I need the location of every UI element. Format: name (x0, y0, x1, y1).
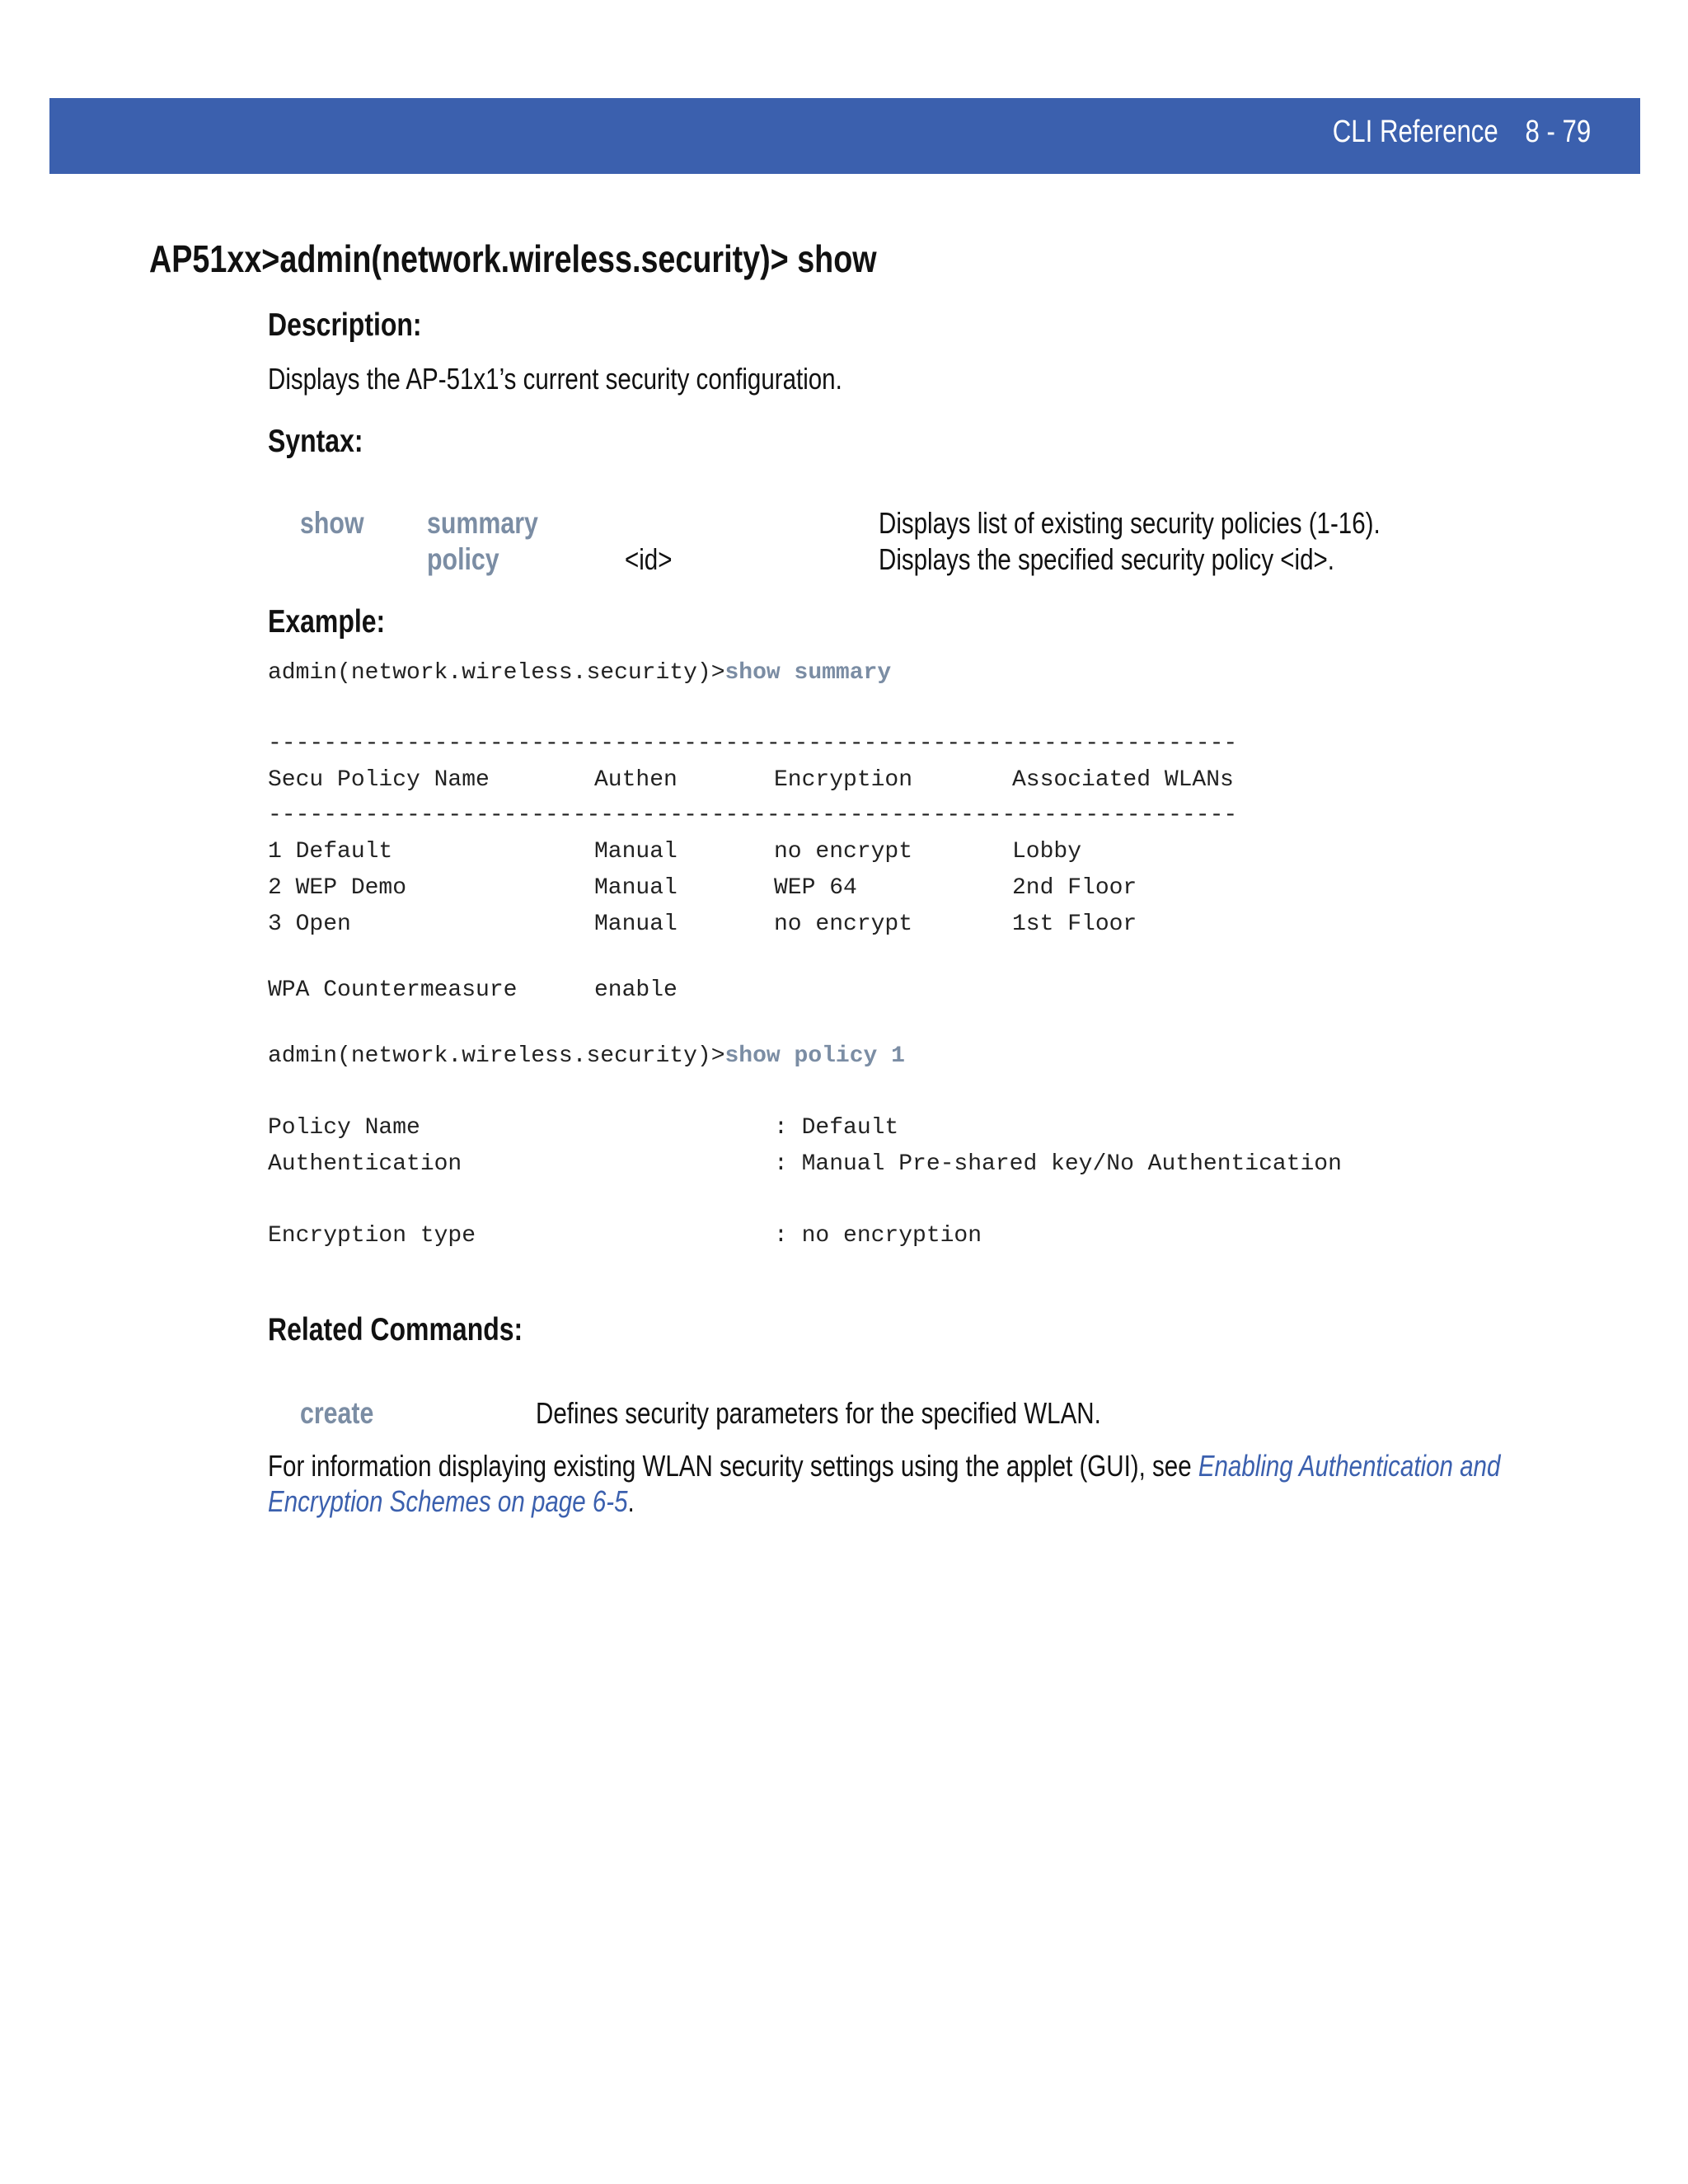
wpa-countermeasure-value: enable (594, 977, 678, 1003)
table-row-2-encryption: WEP 64 (774, 875, 857, 901)
table-row-1-encryption: no encrypt (774, 839, 913, 865)
policy-field-label-name: Policy Name (268, 1115, 420, 1141)
table-row-1-name: 1 Default (268, 839, 393, 865)
cli-command: show policy 1 (724, 1043, 905, 1069)
policy-field-value-name: : Default (774, 1115, 899, 1141)
description-heading: Description: (268, 307, 422, 343)
cli-prompt: admin(network.wireless.security)> (268, 1043, 725, 1069)
related-command-desc: Defines security parameters for the specified WLAN. (536, 1396, 1101, 1430)
cli-command: show summary (724, 660, 892, 686)
syntax-command-show: show (300, 506, 364, 540)
related-commands-heading: Related Commands: (268, 1312, 523, 1347)
policy-field-label-encryption: Encryption type (268, 1223, 476, 1249)
table-separator-top: ---------------------------------------------------------------------- (268, 731, 1238, 757)
page-header-bar (49, 98, 1640, 174)
syntax-heading: Syntax: (268, 424, 363, 459)
table-row-1-authen: Manual (594, 839, 678, 865)
table-separator-bottom: ---------------------------------------------------------------------- (268, 803, 1238, 828)
syntax-desc-policy: Displays the specified security policy <id>. (879, 542, 1334, 576)
syntax-sub-summary: summary (427, 506, 538, 540)
policy-field-value-auth: : Manual Pre-shared key/No Authentication (774, 1151, 1342, 1177)
example-command-line-1 (268, 660, 891, 686)
info-text: For information displaying existing WLAN security settings using the applet (GUI), see (268, 1449, 1198, 1483)
table-header-wlans: Associated WLANs (1012, 767, 1234, 793)
policy-field-value-encryption: : no encryption (774, 1223, 982, 1249)
syntax-desc-summary: Displays list of existing security policies (1-16). (879, 506, 1381, 540)
cross-reference-link-cont[interactable]: Encryption Schemes on page 6-5 (268, 1484, 628, 1518)
wpa-countermeasure-label: WPA Countermeasure (268, 977, 518, 1003)
table-row-3-authen: Manual (594, 912, 678, 937)
table-header-authen: Authen (594, 767, 678, 793)
info-suffix: . (627, 1484, 635, 1518)
table-row-3-wlan: 1st Floor (1012, 912, 1137, 937)
page-title: AP51xx>admin(network.wireless.security)> show (149, 237, 877, 280)
cross-reference-link[interactable]: Enabling Authentication and (1198, 1449, 1501, 1483)
table-row-2-wlan: 2nd Floor (1012, 875, 1137, 901)
table-header-policy-name: Secu Policy Name (268, 767, 490, 793)
cli-prompt: admin(network.wireless.security)> (268, 660, 725, 686)
info-line-2 (268, 1484, 635, 1519)
section-title: CLI Reference (1332, 115, 1498, 149)
page-header-text (1333, 115, 1591, 150)
description-text: Displays the AP-51x1’s current security configuration. (268, 362, 842, 396)
table-header-encryption: Encryption (774, 767, 913, 793)
table-row-2-name: 2 WEP Demo (268, 875, 407, 901)
example-command-line-2 (268, 1043, 905, 1069)
policy-field-label-auth: Authentication (268, 1151, 462, 1177)
table-row-3-encryption: no encrypt (774, 912, 913, 937)
syntax-arg-id: <id> (625, 542, 673, 576)
page-number: 8 - 79 (1525, 115, 1591, 149)
table-row-3-name: 3 Open (268, 912, 351, 937)
table-row-1-wlan: Lobby (1012, 839, 1082, 865)
info-line-1 (268, 1449, 1500, 1483)
table-row-2-authen: Manual (594, 875, 678, 901)
syntax-sub-policy: policy (427, 542, 499, 576)
related-command-create: create (300, 1396, 374, 1430)
example-heading: Example: (268, 604, 386, 640)
